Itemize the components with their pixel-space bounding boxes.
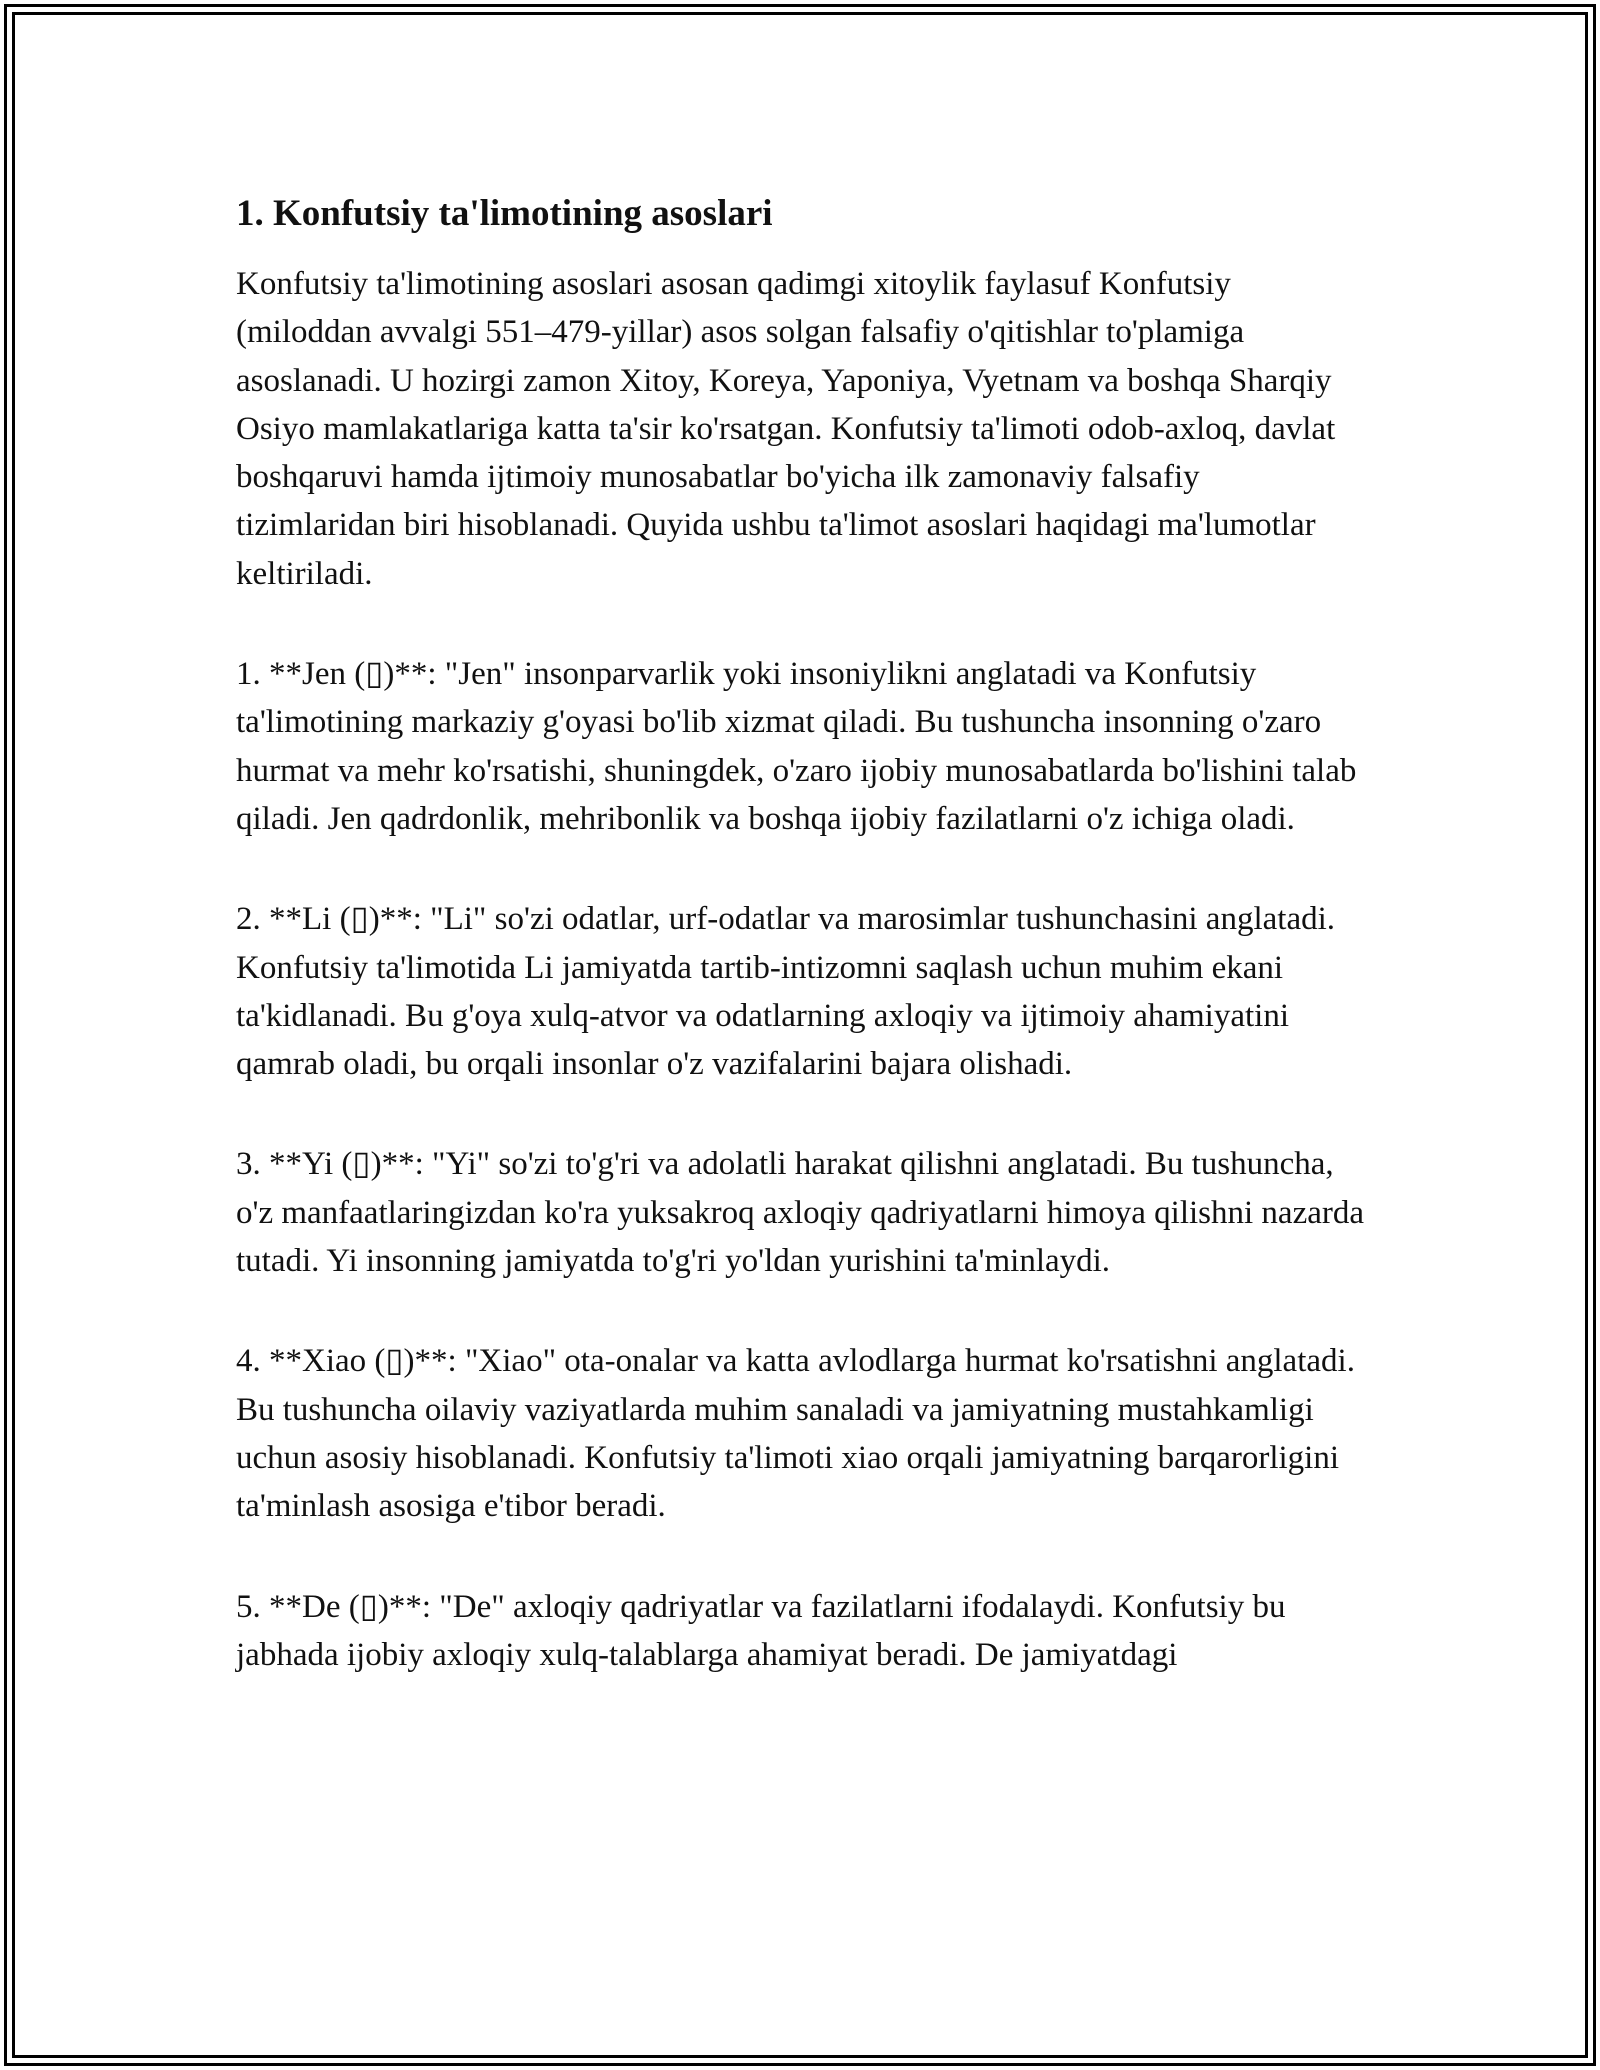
intro-paragraph: Konfutsiy ta'limotining asoslari asosan qadimgi xitoylik faylasuf Konfutsiy (miloddan avvalgi 551–479-yillar) asos solgan falsafiy o'qitishlar to'plamiga asoslanadi. U hozirgi zamon Xitoy, Koreya, Yaponiya, Vyetnam va boshqa Sharqiy Osiyo mamlakatlariga katta ta'sir ko'rsatgan. Konfutsiy ta'limoti odob-axloq, davlat boshqaruvi hamda ijtimoiy munosabatlar bo'yicha ilk zamonaviy falsafiy tizimlaridan biri hisoblanadi. Quyida ushbu ta'limot asoslari haqidagi ma'lumotlar keltiriladi. [236,266,1336,592]
list-item-li: 2. **Li (▯)**: "Li" so'zi odatlar, urf-odatlar va marosimlar tushunchasini anglatadi. Konfutsiy ta'limotida Li jamiyatda tartib-intizomni saqlash uchun muhim ekani ta'kidlanadi. Bu g'oya xulq-atvor va odatlarning axloqiy va ijtimoiy ahamiyatini qamrab oladi, bu orqali insonlar o'z vazifalarini bajara olishadi. [236,901,1336,1083]
section-heading: 1. Konfutsiy ta'limotining asoslari [236,193,773,234]
list-item-yi: 3. **Yi (▯)**: "Yi" so'zi to'g'ri va adolatli harakat qilishni anglatadi. Bu tushuncha, o'z manfaatlaringizdan ko'ra yuksakroq axloqiy qadriyatlarni himoya qilishni nazarda tutadi. Yi insonning jamiyatda to'g'ri yo'ldan yurishini ta'minlaydi. [236,1146,1365,1280]
list-item-de: 5. **De (▯)**: "De" axloqiy qadriyatlar va fazilatlarni ifodalaydi. Konfutsiy bu jabhada ijobiy axloqiy xulq-talablarga ahamiyat beradi. De jamiyatdagi [236,1588,1286,1673]
list-item-xiao: 4. **Xiao (▯)**: "Xiao" ota-onalar va katta avlodlarga hurmat ko'rsatishni anglatadi. Bu tushuncha oilaviy vaziyatlarda muhim sanaladi va jamiyatning mustahkamligi uchun asosiy hisoblanadi. Konfutsiy ta'limoti xiao orqali jamiyatning barqarorligini ta'minlash asosiga e'tibor beradi. [236,1343,1355,1525]
document-body [236,182,1366,1731]
list-item-jen: 1. **Jen (▯)**: "Jen" insonparvarlik yoki insoniylikni anglatadi va Konfutsiy ta'limotining markaziy g'oyasi bo'lib xizmat qiladi. Bu tushuncha insonning o'zaro hurmat va mehr ko'rsatishi, shuningdek, o'zaro ijobiy munosabatlarda bo'lishini talab qiladi. Jen qadrdonlik, mehribonlik va boshqa ijobiy fazilatlarni o'z ichiga oladi. [236,656,1357,837]
